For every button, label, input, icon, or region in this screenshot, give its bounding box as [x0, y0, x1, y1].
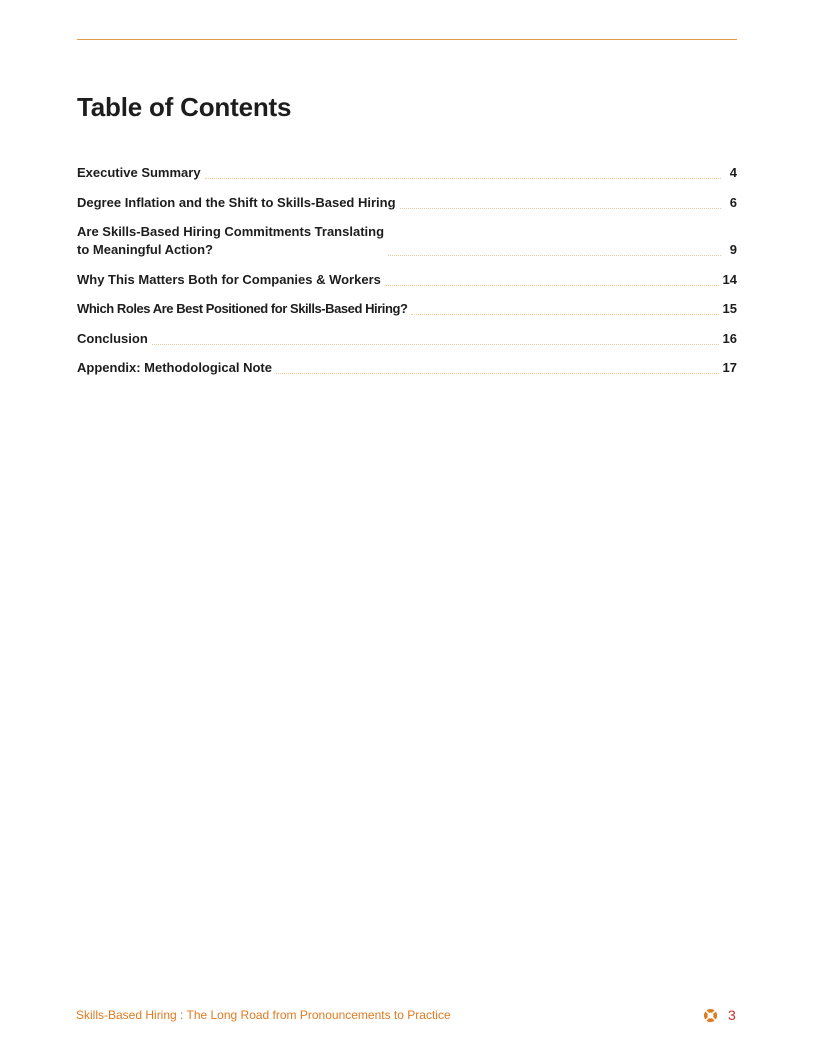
- toc-entry-which-roles[interactable]: [77, 300, 737, 318]
- page-title: Table of Contents: [77, 92, 292, 122]
- toc-entry-commitments-translating[interactable]: [77, 223, 737, 259]
- toc-entry-page: 9: [729, 242, 737, 257]
- toc-entry-label: Conclusion: [77, 330, 148, 346]
- toc-dot-leader: [388, 255, 721, 256]
- toc-entry-label: Which Roles Are Best Positioned for Skills-Based Hiring?: [77, 301, 408, 316]
- toc-entry-page: 4: [729, 165, 737, 180]
- toc-entry-page: 15: [722, 301, 737, 316]
- lifebuoy-logo-icon: [703, 1008, 718, 1023]
- toc-entry-label: Appendix: Methodological Note: [77, 360, 272, 375]
- toc-entry-why-this-matters[interactable]: [77, 271, 737, 289]
- toc-dot-leader: [152, 344, 719, 345]
- toc-entry-executive-summary[interactable]: [77, 164, 737, 182]
- toc-entry-appendix[interactable]: [77, 359, 737, 377]
- toc-entry-page: 14: [722, 271, 737, 287]
- toc-entry-page: 16: [722, 330, 737, 346]
- toc-dot-leader: [205, 178, 721, 179]
- toc-entry-conclusion[interactable]: [77, 330, 737, 348]
- toc-dot-leader: [276, 373, 719, 374]
- toc-entry-label: Degree Inflation and the Shift to Skills-Based Hiring: [77, 194, 396, 210]
- toc-entry-label: Are Skills-Based Hiring Commitments Translating to Meaningful Action?: [77, 224, 385, 257]
- toc-dot-leader: [385, 285, 719, 286]
- footer-running-title: Skills-Based Hiring : The Long Road from Pronouncements to Practice: [76, 1008, 451, 1022]
- toc-dot-leader: [400, 208, 721, 209]
- page-number: 3: [728, 1007, 736, 1023]
- toc-entry-label: Why This Matters Both for Companies & Workers: [77, 271, 381, 287]
- toc-entry-degree-inflation[interactable]: [77, 194, 737, 212]
- table-of-contents: [77, 164, 737, 389]
- toc-entry-label: Executive Summary: [77, 165, 201, 180]
- toc-entry-page: 17: [722, 360, 737, 375]
- toc-entry-page: 6: [729, 194, 737, 210]
- toc-dot-leader: [411, 314, 718, 315]
- header-divider: [77, 39, 737, 40]
